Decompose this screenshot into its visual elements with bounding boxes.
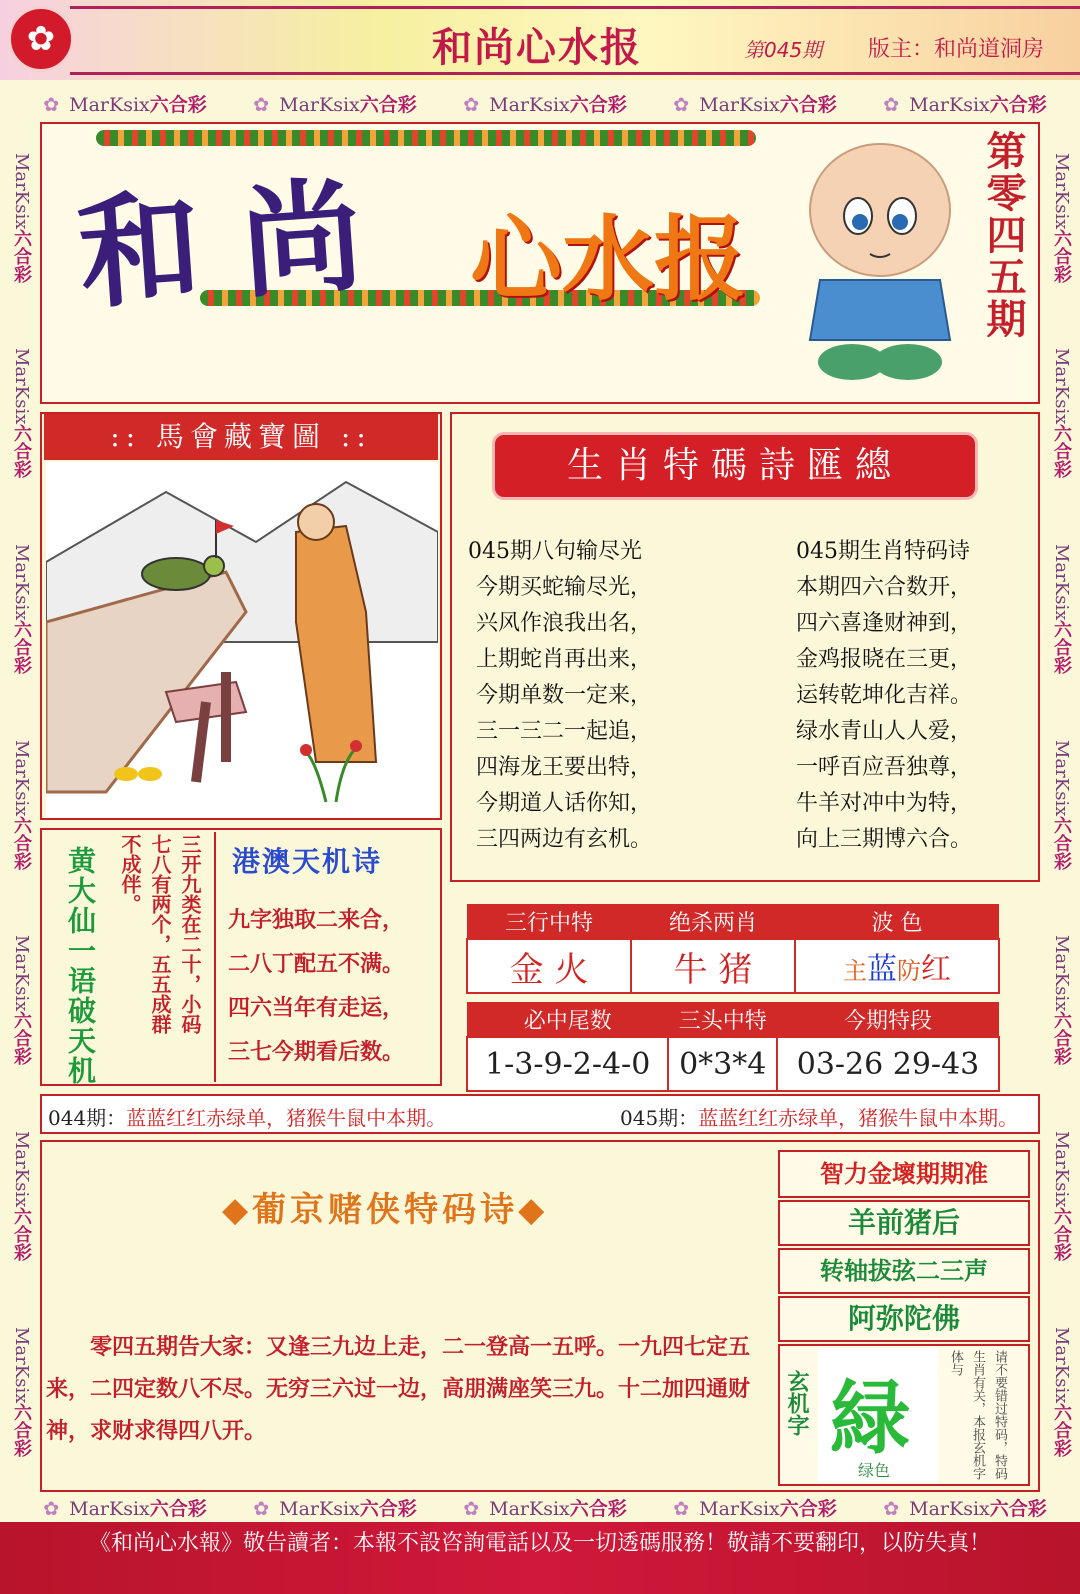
header-editor: 版主：和尚道洞房	[868, 37, 1045, 62]
right-poem	[796, 570, 972, 858]
watermark-col-left	[4, 120, 38, 1490]
watermark-col-right	[1044, 120, 1078, 1490]
table-header: 今期特段	[777, 1002, 999, 1037]
flower-icon: ✿	[883, 93, 900, 116]
side-cell: 智力金壞期期准	[778, 1150, 1030, 1198]
flower-icon: ✿	[43, 93, 60, 116]
poem-line: 上期蛇肖再出来，	[476, 647, 653, 672]
watermark: MarKsix六合彩	[11, 739, 32, 871]
watermark: MarKsix六合彩	[11, 152, 32, 284]
huang-da-xian-line: 三开九类在二十，小码	[178, 834, 202, 1034]
watermark: MarKsix六合彩	[11, 348, 32, 479]
watermark: ✿ MarKsix六合彩	[673, 1497, 837, 1520]
watermark: ✿ MarKsix六合彩	[253, 93, 417, 116]
watermark: MarKsix六合彩	[1051, 544, 1072, 675]
strip-right: 045期：蓝蓝红红赤绿单，猪猴牛鼠中本期。	[620, 1106, 1019, 1130]
watermark: ✿ MarKsix六合彩	[253, 1497, 417, 1520]
flower-icon: ✿	[673, 93, 690, 116]
footer-notice: 《和尚心水報》敬告讀者：本報不設咨詢電話以及一切透碼服務！敬請不要翻印，以防失真！	[88, 1531, 991, 1556]
huang-da-xian-line: 七八有两个，五五成群	[148, 834, 172, 1034]
poem-banner: 生肖特碼詩匯總	[492, 432, 978, 500]
watermark: MarKsix六合彩	[1051, 935, 1072, 1066]
poem-line: 牛羊对冲中为特，	[796, 791, 973, 816]
poem-line: 一呼百应吾独尊，	[796, 755, 973, 780]
watermark-row-bottom	[20, 1490, 1070, 1524]
poem-line: 三七今期看后数。	[228, 1039, 405, 1065]
poem-line: 四六当年有走运，	[228, 995, 405, 1021]
flower-vine-icon	[96, 130, 756, 146]
map-title: :: 馬會藏寶圖 ::	[44, 414, 438, 460]
watermark: MarKsix六合彩	[1051, 739, 1072, 871]
header-issue: 第045期	[744, 38, 823, 62]
watermark: MarKsix六合彩	[1051, 1326, 1072, 1458]
diamond-icon: ◆	[222, 1190, 253, 1230]
watermark: ✿ MarKsix六合彩	[883, 1497, 1047, 1520]
side-cell: 羊前猪后	[778, 1200, 1030, 1246]
poem-line: 本期四六合数开，	[796, 575, 973, 600]
table-cell: 金 火	[467, 939, 631, 993]
xuanji-caption: 绿色	[858, 1461, 891, 1480]
table-header: 三行中特	[467, 904, 631, 939]
wave-color-cell: 主蓝防红	[795, 939, 999, 993]
flower-icon: ✿	[43, 1497, 60, 1520]
watermark: ✿ MarKsix六合彩	[883, 93, 1047, 116]
left-poem-heading: 045期八句输尽光	[468, 539, 642, 564]
prediction-table-1	[466, 904, 1000, 994]
side-cell: 转轴拔弦二三声	[778, 1248, 1030, 1294]
watermark: ✿ MarKsix六合彩	[43, 1497, 207, 1520]
poem-line: 兴风作浪我出名，	[476, 611, 653, 636]
watermark: ✿ MarKsix六合彩	[673, 93, 837, 116]
masthead-subtitle: 心水报	[470, 206, 747, 313]
gambler-body: 零四五期告大家：又逢三九边上走，二一登高一五呼。一九四七定五来，二四定数八不尽。无穷三六过一边，高朋满座笑三九。十二加四通财神，求财求得四八开。	[46, 1334, 751, 1444]
table-header: 三头中特	[668, 1002, 777, 1037]
header-stripe	[70, 6, 1080, 9]
gang-ao-poem	[228, 898, 404, 1074]
treasure-map-illustration-icon	[46, 462, 438, 818]
watermark: MarKsix六合彩	[11, 1326, 32, 1458]
huang-da-xian-title: 黄大仙一语破天机	[64, 846, 97, 1086]
monk-mascot-icon	[800, 130, 960, 390]
watermark: MarKsix六合彩	[1051, 1131, 1072, 1262]
poem-line: 向上三期博六合。	[796, 827, 973, 852]
table-header: 绝杀两肖	[631, 904, 795, 939]
masthead-title: 和尚	[74, 159, 408, 327]
gang-ao-title: 港澳天机诗	[232, 845, 383, 878]
table-cell: 0*3*4	[668, 1037, 777, 1091]
xuanji-char: 緑	[830, 1371, 910, 1465]
watermark: MarKsix六合彩	[11, 935, 32, 1066]
watermark: MarKsix六合彩	[1051, 152, 1072, 284]
header-title: 和尚心水报	[432, 25, 642, 71]
poem-line: 今期单数一定来，	[476, 683, 653, 708]
watermark: ✿ MarKsix六合彩	[463, 93, 627, 116]
table-cell: 1-3-9-2-4-0	[467, 1037, 668, 1091]
prediction-table-2	[466, 1002, 1000, 1092]
watermark: ✿ MarKsix六合彩	[463, 1497, 627, 1520]
poem-line: 绿水青山人人爱，	[796, 719, 973, 744]
poem-line: 九字独取二来合，	[228, 907, 405, 933]
diamond-icon: ◆	[518, 1190, 549, 1230]
poem-line: 今期道人话你知，	[476, 791, 653, 816]
masthead-issue: 第零四五期	[980, 130, 1027, 340]
right-poem-heading: 045期生肖特码诗	[796, 539, 970, 564]
poem-line: 二八丁配五不满。	[228, 951, 405, 977]
watermark: MarKsix六合彩	[11, 544, 32, 675]
watermark: MarKsix六合彩	[1051, 348, 1072, 479]
xuanji-note: 请不要错过特码，特码生肖有关，本报玄机字体与	[948, 1350, 1007, 1480]
poem-line: 今期买蛇输尽光，	[476, 575, 653, 600]
poem-line: 三一三二一起追，	[476, 719, 653, 744]
bauhinia-icon: ✿	[8, 6, 74, 72]
poem-line: 四六喜逢财神到，	[796, 611, 973, 636]
watermark: ✿ MarKsix六合彩	[43, 93, 207, 116]
flower-icon: ✿	[463, 93, 480, 116]
poem-line: 金鸡报晓在三更，	[796, 647, 973, 672]
huang-da-xian-line: 不成伴。	[118, 834, 142, 914]
table-cell: 03-26 29-43	[777, 1037, 999, 1091]
poem-line: 运转乾坤化吉祥。	[796, 683, 973, 708]
flower-icon: ✿	[253, 1497, 270, 1520]
gambler-title: ◆葡京赌侠特码诗◆	[222, 1190, 549, 1230]
table-header: 波 色	[795, 904, 999, 939]
flower-icon: ✿	[673, 1497, 690, 1520]
flower-icon: ✿	[463, 1497, 480, 1520]
watermark: MarKsix六合彩	[11, 1131, 32, 1262]
poem-line: 三四两边有玄机。	[476, 827, 653, 852]
poem-line: 四海龙王要出特，	[476, 755, 653, 780]
table-cell: 牛 猪	[631, 939, 795, 993]
xuanji-label: 玄机字	[784, 1370, 810, 1436]
table-header: 必中尾数	[467, 1002, 668, 1037]
left-poem	[476, 570, 652, 858]
flower-icon: ✿	[883, 1497, 900, 1520]
flower-icon: ✿	[253, 93, 270, 116]
side-cell: 阿弥陀佛	[778, 1296, 1030, 1342]
strip-left: 044期：蓝蓝红红赤绿单，猪猴牛鼠中本期。	[48, 1106, 447, 1130]
watermark-row-top	[20, 86, 1070, 120]
